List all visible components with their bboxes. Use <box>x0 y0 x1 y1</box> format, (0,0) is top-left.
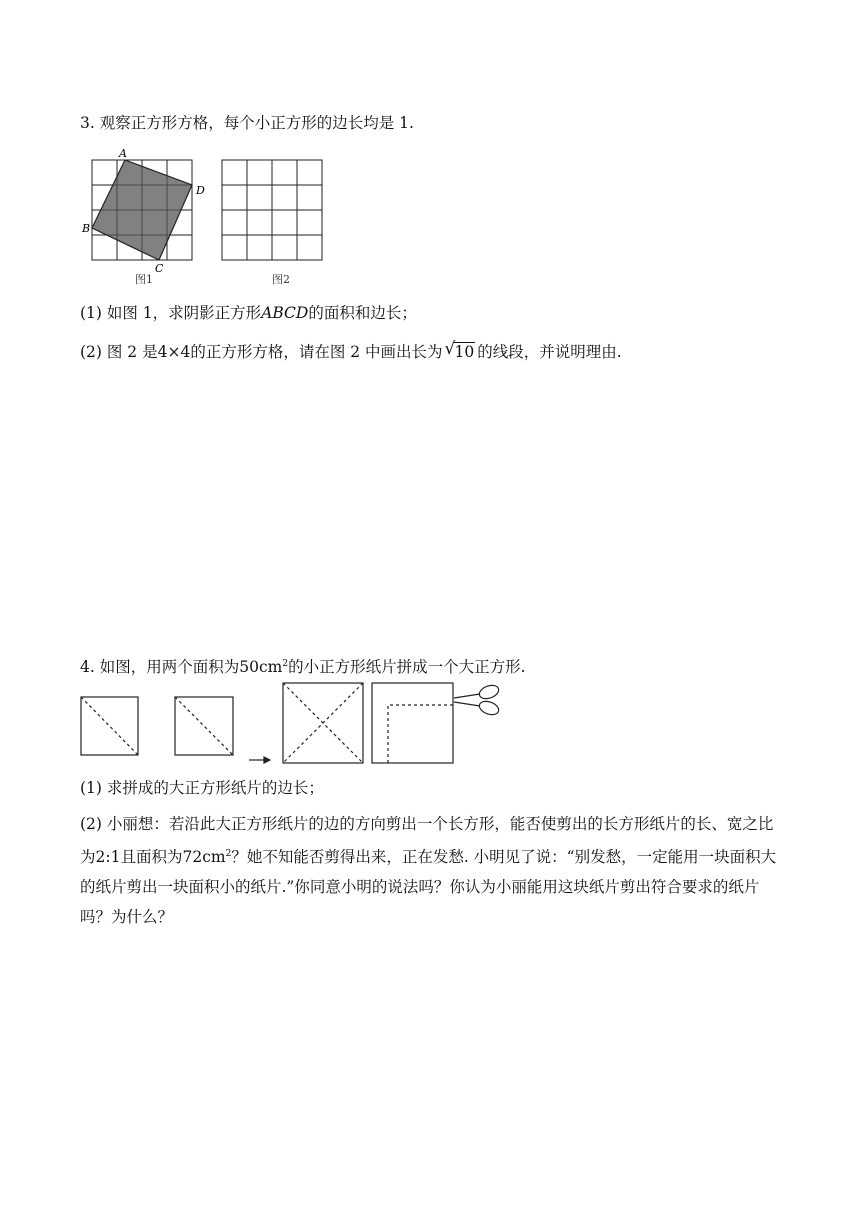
small-square-1 <box>81 697 138 755</box>
q3-part1: (1) 如图 1，求阴影正方形ABCD的面积和边长； <box>80 304 417 322</box>
fig1-caption: 图1 <box>135 273 153 286</box>
q4-title: 4. 如图，用两个面积为$50cm^2$的小正方形纸片拼成一个大正方形. <box>80 658 526 677</box>
q4-part1: (1) 求拼成的大正方形纸片的边长； <box>80 779 324 797</box>
q3-title: 3. 观察正方形方格，每个小正方形的边长均是 1. <box>80 114 414 132</box>
large-square-diagonals <box>283 683 363 763</box>
large-square-cut <box>372 683 453 763</box>
arrow <box>249 757 270 763</box>
grid-4x4-fig2 <box>222 160 322 260</box>
q4-part2: (2) 小丽想：若沿此大正方形纸片的边的方向剪出一个长方形，能否使剪出的长方形纸片的长、宽之比为2:1且面积为$72cm^2$？她不知能否剪得出来，正在发愁. 小明见了说：“别发愁，一定能用一块面积大的纸片剪出一块面积小的纸片.”你同意小明的说法吗？你认为小丽能用这块纸片剪出符合要求的纸片吗？为什么？ <box>80 815 777 927</box>
figure-q4 <box>78 680 518 770</box>
label-b: B <box>82 222 91 235</box>
label-d: D <box>196 184 205 197</box>
figure-1 <box>82 147 205 286</box>
scissors-icon <box>454 683 500 717</box>
label-c: C <box>155 262 164 275</box>
sqrt-10: √ 10 <box>444 339 475 361</box>
figure-2 <box>212 148 322 286</box>
var-abcd: ABCD <box>261 304 309 322</box>
grid-size: 4×4 <box>157 343 191 361</box>
small-square-2 <box>175 697 233 755</box>
q3-part2: (2) 图 2 是4×4的正方形方格，请在图 2 中画出长为 √ 10 的线段，并说明理由. <box>80 339 622 361</box>
label-a: A <box>119 147 127 160</box>
fig2-caption: 图2 <box>272 273 290 286</box>
